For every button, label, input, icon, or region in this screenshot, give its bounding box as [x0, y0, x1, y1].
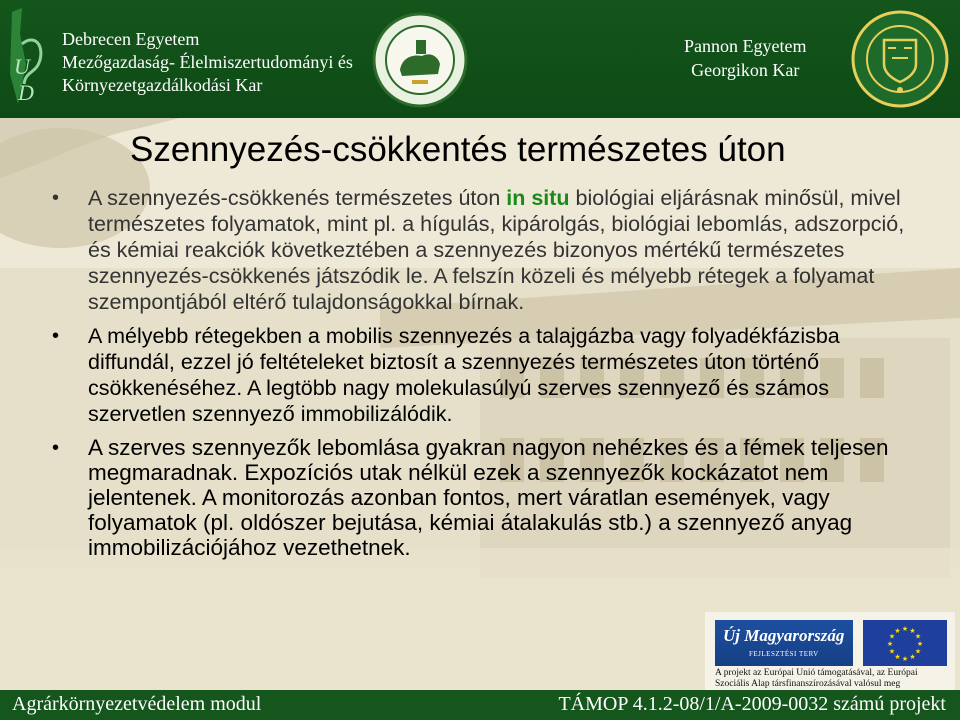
- faculty-seal-icon: [372, 12, 468, 108]
- faculty-line-2: Környezetgazdálkodási Kar: [62, 75, 263, 95]
- eu-star-icon: ★: [894, 654, 901, 661]
- georgikon-faculty-name: Georgikon Kar: [691, 60, 800, 80]
- eu-star-icon: ★: [916, 641, 924, 648]
- eu-star-icon: ★: [886, 641, 894, 648]
- eu-star-icon: ★: [909, 628, 916, 635]
- eu-star-icon: ★: [901, 656, 909, 663]
- faculty-line-1: Mezőgazdaság- Élelmiszertudományi és: [62, 52, 353, 72]
- pannon-university-name: Pannon Egyetem: [684, 36, 807, 56]
- bullet-2-text: A mélyebb rétegekben a mobilis szennyezés a talajgázba vagy folyadékfázisba diffundál, ezzel jó feltételeket biztosít a szennyezés természetes úton történő csökkenéséhez. A legtöbb nagy molekulasúlyú szerves szennyező és számos szervetlen szennyező immobilizálódik.: [88, 324, 840, 426]
- bullet-item-3: [48, 435, 908, 560]
- eu-star-icon: ★: [888, 633, 896, 641]
- bullet-1-text-start: A szennyezés-csökkenés természetes úton: [88, 186, 507, 210]
- fejlesztesi-terv-label: FEJLESZTÉSI TERV: [749, 650, 819, 658]
- in-situ-highlight: in situ: [506, 186, 570, 210]
- slide-title: Szennyezés-csökkentés természetes úton: [130, 130, 786, 169]
- faculty-name-left: [62, 28, 353, 97]
- header-banner: [0, 0, 960, 118]
- bullet-item-2: [48, 323, 908, 427]
- eu-funding-text: [715, 668, 951, 690]
- bullet-item-1: [48, 185, 908, 315]
- uj-magyarorszag-logo: [715, 620, 853, 666]
- bullet-1-text-end: biológiai eljárásnak minősül, mivel természetes folyamatok, mint pl. a hígulás, kipárolgás, biológiai lebomlás, adszorpció, és kémiai reakciók következtében a szennyezés bizonyos mértékű természetes szennyezés-csökkenés játszódik le. A felszín közeli és mélyebb rétegek a folyamat szempontjából eltérő tulajdonságokkal bírnak.: [88, 186, 905, 314]
- bullet-list: [48, 185, 908, 568]
- uj-magyarorszag-label: Új Magyarország: [723, 626, 845, 645]
- university-name: Debrecen Egyetem: [62, 29, 200, 49]
- svg-text:U: U: [14, 54, 30, 79]
- eu-flag-icon: [863, 620, 947, 666]
- faculty-name-right: [684, 34, 806, 82]
- eu-star-icon: ★: [914, 648, 922, 656]
- footer-bar: [0, 690, 960, 720]
- pannon-university-seal-icon: [850, 8, 950, 110]
- eu-star-icon: ★: [909, 654, 916, 661]
- project-id: TÁMOP 4.1.2-08/1/A-2009-0032 számú projekt: [558, 693, 946, 715]
- debrecen-university-logo-icon: [4, 4, 56, 112]
- eu-funding-badge: [705, 612, 955, 690]
- module-name: Agrárkörnyezetvédelem modul: [12, 693, 262, 715]
- eu-star-icon: ★: [888, 648, 896, 656]
- eu-funding-line-2: Szociális Alap társfinanszírozásával valósul meg: [715, 679, 901, 689]
- eu-star-icon: ★: [901, 626, 909, 633]
- eu-star-icon: ★: [914, 633, 922, 641]
- eu-funding-line-1: A projekt az Európai Unió támogatásával, az Európai: [715, 668, 918, 678]
- eu-star-icon: ★: [894, 628, 901, 635]
- svg-text:D: D: [18, 80, 34, 105]
- bullet-3-text: A szerves szennyezők lebomlása gyakran nagyon nehézkes és a fémek teljesen megmaradnak. Expozíciós utak nélkül ezek a szennyezők kockázatot nem jelentenek. A monitorozás azonban fontos, mert váratlan események, vagy folyamatok (pl. oldószer bejutása, kémiai átalakulás stb.) a szennyező anyag immobilizációjához vezethetnek.: [88, 435, 889, 560]
